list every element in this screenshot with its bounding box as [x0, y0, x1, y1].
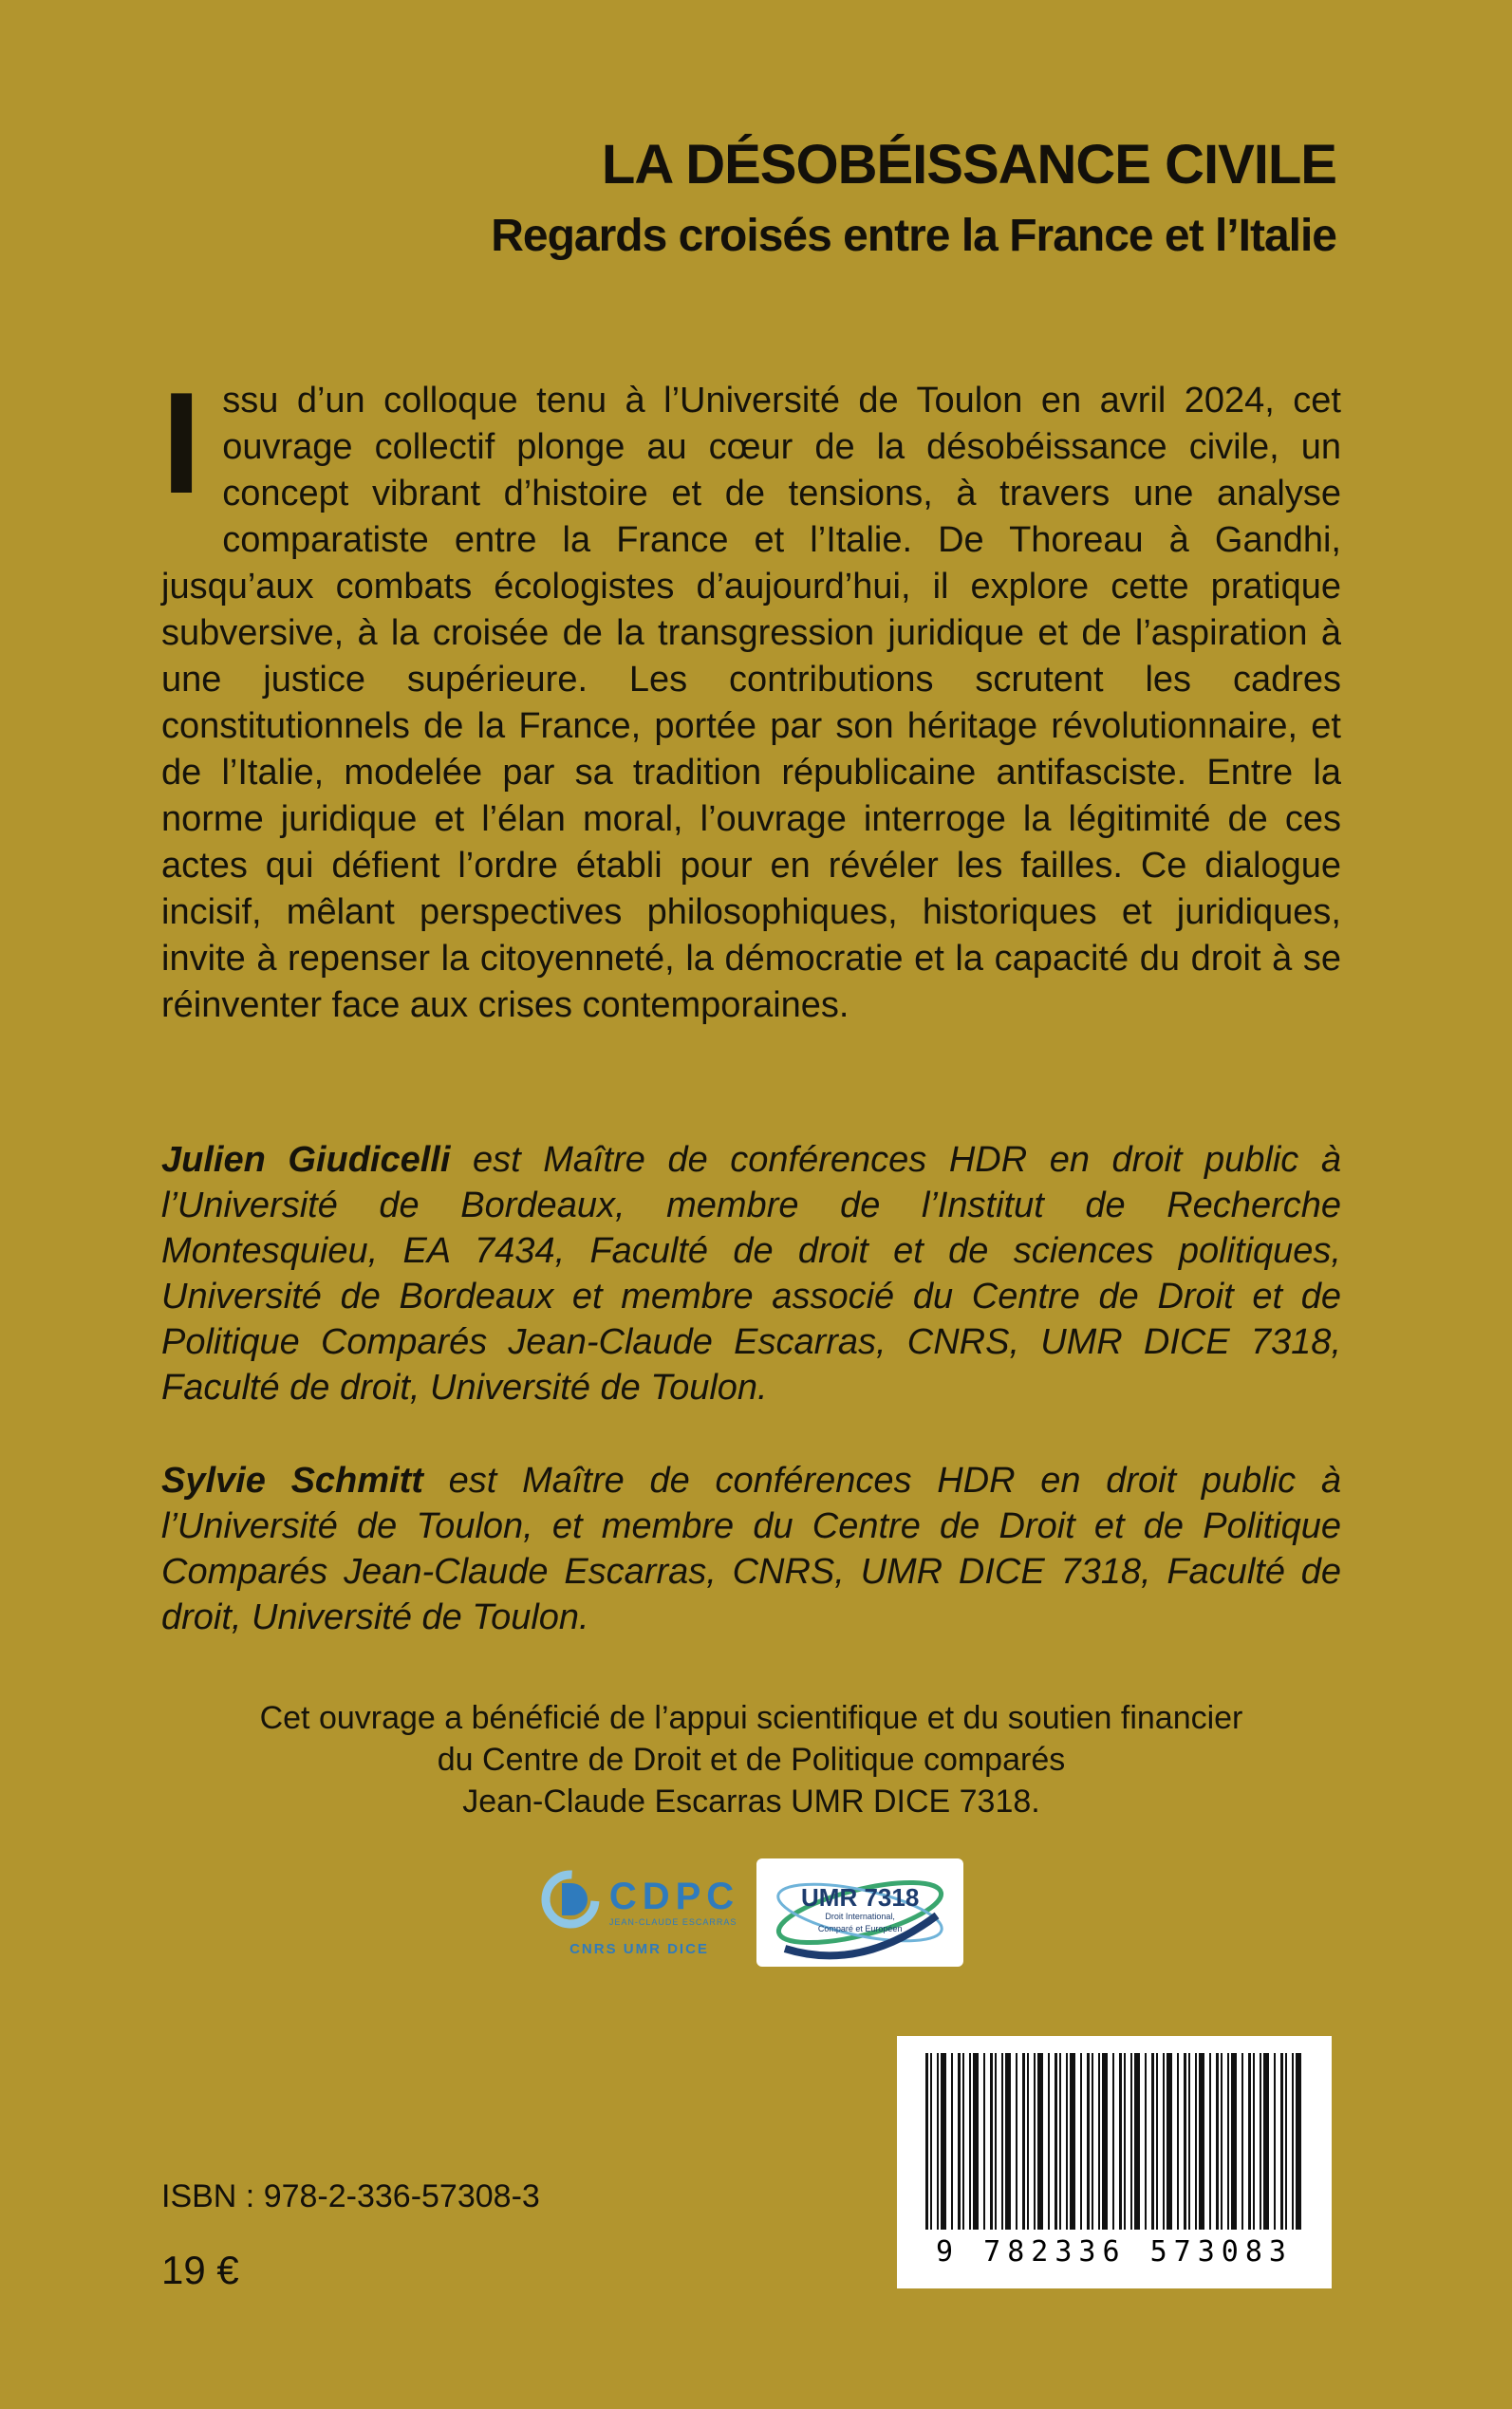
synopsis-text: ssu d’un colloque tenu à l’Université de Toulon en avril 2024, cet ouvrage collectif plonge au cœur de la désobéissance civile, un concept vibrant d’histoire et de tensions, à travers une analyse comparatiste entre la France et l’Italie. De Thoreau à Gandhi, jusqu’aux combats écologistes d’aujourd’hui, il explore cette pratique subversive, à la croisée de la transgression juridique et de l’aspiration à une justice supérieure. Les contributions scrutent les cadres constitutionnels de la France, portée par son héritage révolutionnaire, et de l’Italie, modelée par sa tradition républicaine antifasciste. Entre la norme juridique et l’élan moral, l’ouvrage interroge la légitimité de ces actes qui défient l’ordre établi pour en révéler les failles. Ce dialogue incisif, mêlant perspectives philosophiques, historiques et juridiques, invite à repenser la citoyenneté, la démocratie et la capacité du droit à se réinventer face aux crises contemporaines.	[161, 381, 1341, 1025]
cdpc-logo-top	[539, 1868, 739, 1935]
synopsis	[161, 363, 1341, 1029]
cdpc-mark-icon	[539, 1868, 602, 1935]
author-bio-text: est Maître de conférences HDR en droit public à l’Université de Bordeaux, membre de l’Institut de Recherche Montesquieu, EA 7434, Faculté de droit et de sciences politiques, Université de Bordeaux et membre associé du Centre de Droit et de Politique Comparés Jean-Claude Escarras, CNRS, UMR DICE 7318, Faculté de droit, Université de Toulon.	[161, 1140, 1341, 1408]
author-bio-schmitt	[161, 1458, 1341, 1640]
acknowledgment-line: du Centre de Droit et de Politique comparés	[437, 1742, 1066, 1778]
author-name: Sylvie Schmitt	[161, 1461, 423, 1501]
umr-text-block	[756, 1885, 963, 1934]
author-name: Julien Giudicelli	[161, 1140, 451, 1180]
header	[161, 133, 1336, 262]
book-subtitle: Regards croisés entre la France et l’Italie	[491, 211, 1336, 261]
cdpc-logo	[539, 1868, 739, 1957]
barcode-number: 9 782336 573083	[936, 2235, 1293, 2269]
acknowledgment-line: Jean-Claude Escarras UMR DICE 7318.	[462, 1783, 1040, 1820]
barcode	[897, 2036, 1332, 2288]
acknowledgment	[161, 1697, 1341, 1822]
price-text: 19 €	[161, 2248, 239, 2292]
book-title: LA DÉSOBÉISSANCE CIVILE	[601, 134, 1336, 196]
cdpc-wordmark	[609, 1877, 739, 1927]
barcode-bars-icon	[925, 2053, 1303, 2230]
author-bios	[161, 1137, 1341, 1688]
author-bio-giudicelli	[161, 1137, 1341, 1410]
isbn-text: ISBN : 978-2-336-57308-3	[161, 2178, 540, 2214]
cdpc-acronym: CDPC	[608, 1875, 740, 1917]
umr-subtitle-line2: Comparé et Européen	[817, 1924, 903, 1933]
umr-title: UMR 7318	[801, 1883, 920, 1912]
synopsis-paragraph	[161, 363, 1341, 1029]
umr-7318-logo	[756, 1858, 963, 1967]
cdpc-subtitle: JEAN-CLAUDE ESCARRAS	[608, 1916, 737, 1927]
umr-subtitle-line1: Droit International,	[825, 1912, 895, 1921]
drop-cap: I	[161, 363, 202, 524]
acknowledgment-line: Cet ouvrage a bénéficié de l’appui scientifique et du soutien financier	[259, 1700, 1243, 1736]
logo-row	[161, 1858, 1341, 1967]
author-bio-text: est Maître de conférences HDR en droit public à l’Université de Toulon, et membre du Centre de Droit et de Politique Comparés Jean-Claude Escarras, CNRS, UMR DICE 7318, Faculté de droit, Université de Toulon.	[161, 1461, 1342, 1637]
cdpc-cnrs-line: CNRS UMR DICE	[569, 1941, 709, 1957]
